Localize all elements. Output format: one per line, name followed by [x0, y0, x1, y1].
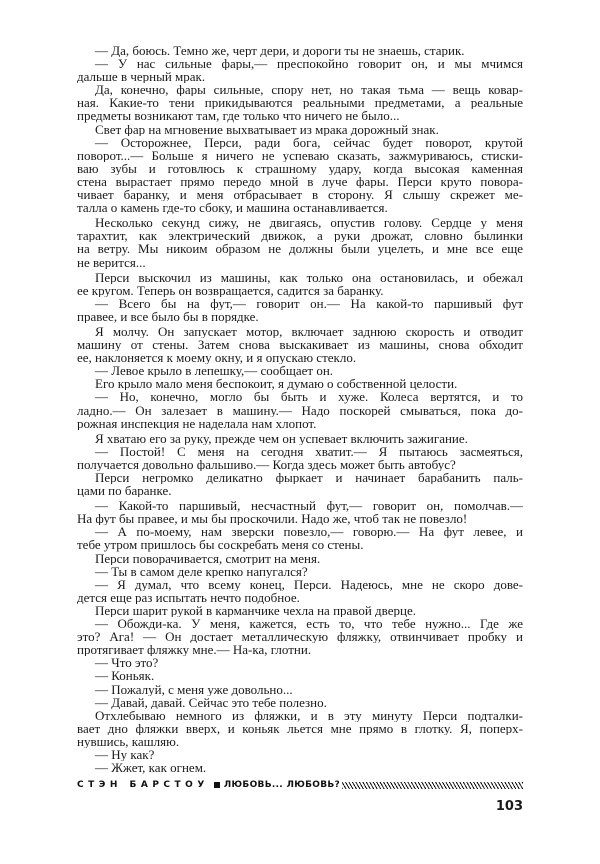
text-line: чивает баранку, и меня отбрасывает в сторону. Я слышу скрежет ме- — [77, 188, 523, 202]
text-line: Свет фар на мгновение выхватывает из мрака дорожный знак. — [95, 122, 439, 136]
text-line: поворот...— Больше я ничего не успеваю сказать, зажмуриваюсь, стиски- — [77, 148, 523, 162]
text-line: ее кругом. Теперь он возвращается, садится за баранку. — [77, 283, 384, 297]
text-line: — Какой-то паршивый, несчастный фут,— говорит он, помолчав.— — [95, 499, 523, 513]
text-line: рожная инспекция не наделала нам хлопот. — [77, 416, 317, 430]
text-line: Перси выскочил из машины, как только она остановилась, и обежал — [95, 270, 523, 284]
paragraph — [77, 325, 523, 364]
text-line: машину от стены. Затем снова выскакивает из машины, снова обходит — [77, 338, 523, 352]
paragraph — [77, 216, 523, 268]
text-line: — Осторожнее, Перси, ради бога, сейчас будет поворот, крутой — [95, 135, 523, 149]
paragraph — [77, 377, 523, 390]
text-line: дется еще раз испытать нечто подобное. — [77, 590, 300, 604]
text-line: Я молчу. Он запускает мотор, включает заднюю скорость и отводит — [95, 324, 523, 339]
text-line: — Коньяк. — [95, 669, 155, 683]
paragraph — [77, 656, 523, 669]
text-line: ее, наклоняется к моему окну, и я опускаю стекло. — [77, 351, 357, 365]
text-line: дальше в черный мрак. — [77, 70, 206, 84]
text-line: Несколько секунд сижу, не двигаясь, опустив голову. Сердце у меня — [95, 216, 523, 230]
text-line: не верится... — [77, 255, 146, 269]
paragraph — [77, 696, 523, 709]
text-line: — Обожди-ка. У меня, кажется, есть то, что тебе нужно... Где же — [95, 617, 523, 631]
footer-author: СТЭН БАРСТОУ — [77, 780, 209, 791]
paragraph — [77, 83, 523, 122]
text-line: талла о камень где-то сбоку, и машина останавливается. — [77, 201, 388, 215]
page-number: 103 — [495, 799, 523, 815]
paragraph — [77, 297, 523, 323]
paragraph — [77, 136, 523, 215]
paragraph — [77, 761, 523, 774]
paragraph — [77, 683, 523, 696]
paragraph — [77, 271, 523, 297]
text-line: правее, и все было бы в порядке. — [77, 309, 259, 323]
square-bullet-icon — [214, 782, 220, 788]
text-line: Да, конечно, фары сильные, спору нет, но такая тьма — вещь ковар- — [95, 83, 523, 97]
text-line: — Что это? — [95, 656, 159, 670]
hatched-rule — [342, 782, 523, 789]
paragraph — [77, 390, 523, 429]
text-line: цами по баранке. — [77, 484, 172, 498]
paragraph — [77, 432, 523, 445]
text-line: предметы возникают там, где только что ничего не было... — [77, 109, 400, 123]
paragraph — [77, 709, 523, 748]
text-line: На фут бы правее, и мы бы проскочили. Надо же, чтоб так не повезло! — [77, 512, 468, 526]
text-line: — Давай, давай. Сейчас это тебе полезно. — [95, 695, 327, 709]
paragraph — [77, 44, 523, 57]
text-line: — Жжет, как огнем. — [95, 761, 207, 775]
text-line: тарахтит, как электрический движок, а руки дрожат, словно былинки — [77, 229, 523, 243]
text-line: — Ну как? — [95, 747, 155, 762]
text-line: — Я думал, что всему конец, Перси. Надеюсь, мне не скоро дове- — [95, 577, 523, 591]
paragraph — [77, 57, 523, 83]
running-footer — [77, 779, 523, 791]
paragraph — [77, 499, 523, 525]
paragraph — [77, 364, 523, 377]
text-line: Отхлебываю немного из фляжки, и в эту минуту Перси подталки- — [95, 708, 523, 722]
text-line: Перси поворачивается, смотрит на меня. — [95, 551, 321, 565]
text-line: это? Ага! — Он достает металлическую фляжку, отвинчивает пробку и — [77, 630, 523, 644]
paragraph — [77, 525, 523, 551]
text-line: тебе утром пришлось бы соскребать меня со стены. — [77, 538, 364, 552]
paragraph — [77, 617, 523, 656]
text-line: — А по-моему, нам зверски повезло,— говорю.— На фут левее, и — [95, 525, 523, 539]
text-line: протягивает фляжку мне.— На-ка, глотни. — [77, 643, 312, 657]
paragraph — [77, 604, 523, 617]
text-line: Я хватаю его за руку, прежде чем он успевает включить зажигание. — [95, 431, 468, 445]
text-line: — Пожалуй, с меня уже довольно... — [95, 682, 293, 696]
text-line: нувшись, кашляю. — [77, 734, 180, 748]
text-line: Его крыло мало меня беспокоит, я думаю о собственной целости. — [95, 377, 458, 391]
text-line: на ветру. Мы никоим образом не должны были уцелеть, и мне все еще — [77, 242, 523, 256]
text-line: — Да, боюсь. Темно же, черт дери, и дороги ты не знаешь, старик. — [95, 44, 465, 58]
paragraph — [77, 445, 523, 471]
text-line: — Всего бы на фут,— говорит он.— На какой-то паршивый фут — [95, 296, 523, 310]
text-line: ладно.— Он залезает в машину.— Надо поскорей смываться, пока до- — [77, 403, 523, 417]
paragraph — [77, 669, 523, 682]
text-line: стена вырастает прямо передо мной в луче фары. Перси круто повора- — [77, 174, 523, 189]
page-body-text — [77, 44, 523, 774]
text-line: вает дно фляжки вверх, и коньяк льется мне прямо в глотку. Я, поперх- — [77, 721, 523, 735]
text-line: — Левое крыло в лепешку,— сообщает он. — [95, 364, 334, 378]
text-line: — Но, конечно, могло бы быть и хуже. Колеса вертятся, и то — [95, 390, 523, 404]
text-line: Перси негромко деликатно фыркает и начинает барабанить паль- — [95, 471, 523, 485]
text-line: ваю зубы и готовлюсь к страшному удару, когда высокая каменная — [77, 161, 523, 175]
paragraph — [77, 565, 523, 578]
paragraph — [77, 748, 523, 761]
page-column — [77, 44, 523, 814]
paragraph — [77, 552, 523, 565]
paragraph — [77, 471, 523, 497]
text-line: ная. Какие-то тени прикидываются реальными предметами, а реальные — [77, 96, 523, 110]
text-line: — Постой! С меня на сегодня хватит.— Я пытаюсь засмеяться, — [95, 444, 523, 458]
text-line: получается довольно фальшиво.— Когда здесь может быть автобус? — [77, 457, 456, 471]
paragraph — [77, 123, 523, 136]
paragraph — [77, 578, 523, 604]
footer-book-title: ЛЮБОВЬ... ЛЮБОВЬ? — [223, 780, 341, 791]
text-line: — Ты в самом деле крепко напугался? — [95, 564, 308, 578]
text-line: Перси шарит рукой в карманчике чехла на правой дверце. — [95, 603, 416, 618]
text-line: — У нас сильные фары,— преспокойно говорит он, и мы мчимся — [95, 57, 523, 71]
